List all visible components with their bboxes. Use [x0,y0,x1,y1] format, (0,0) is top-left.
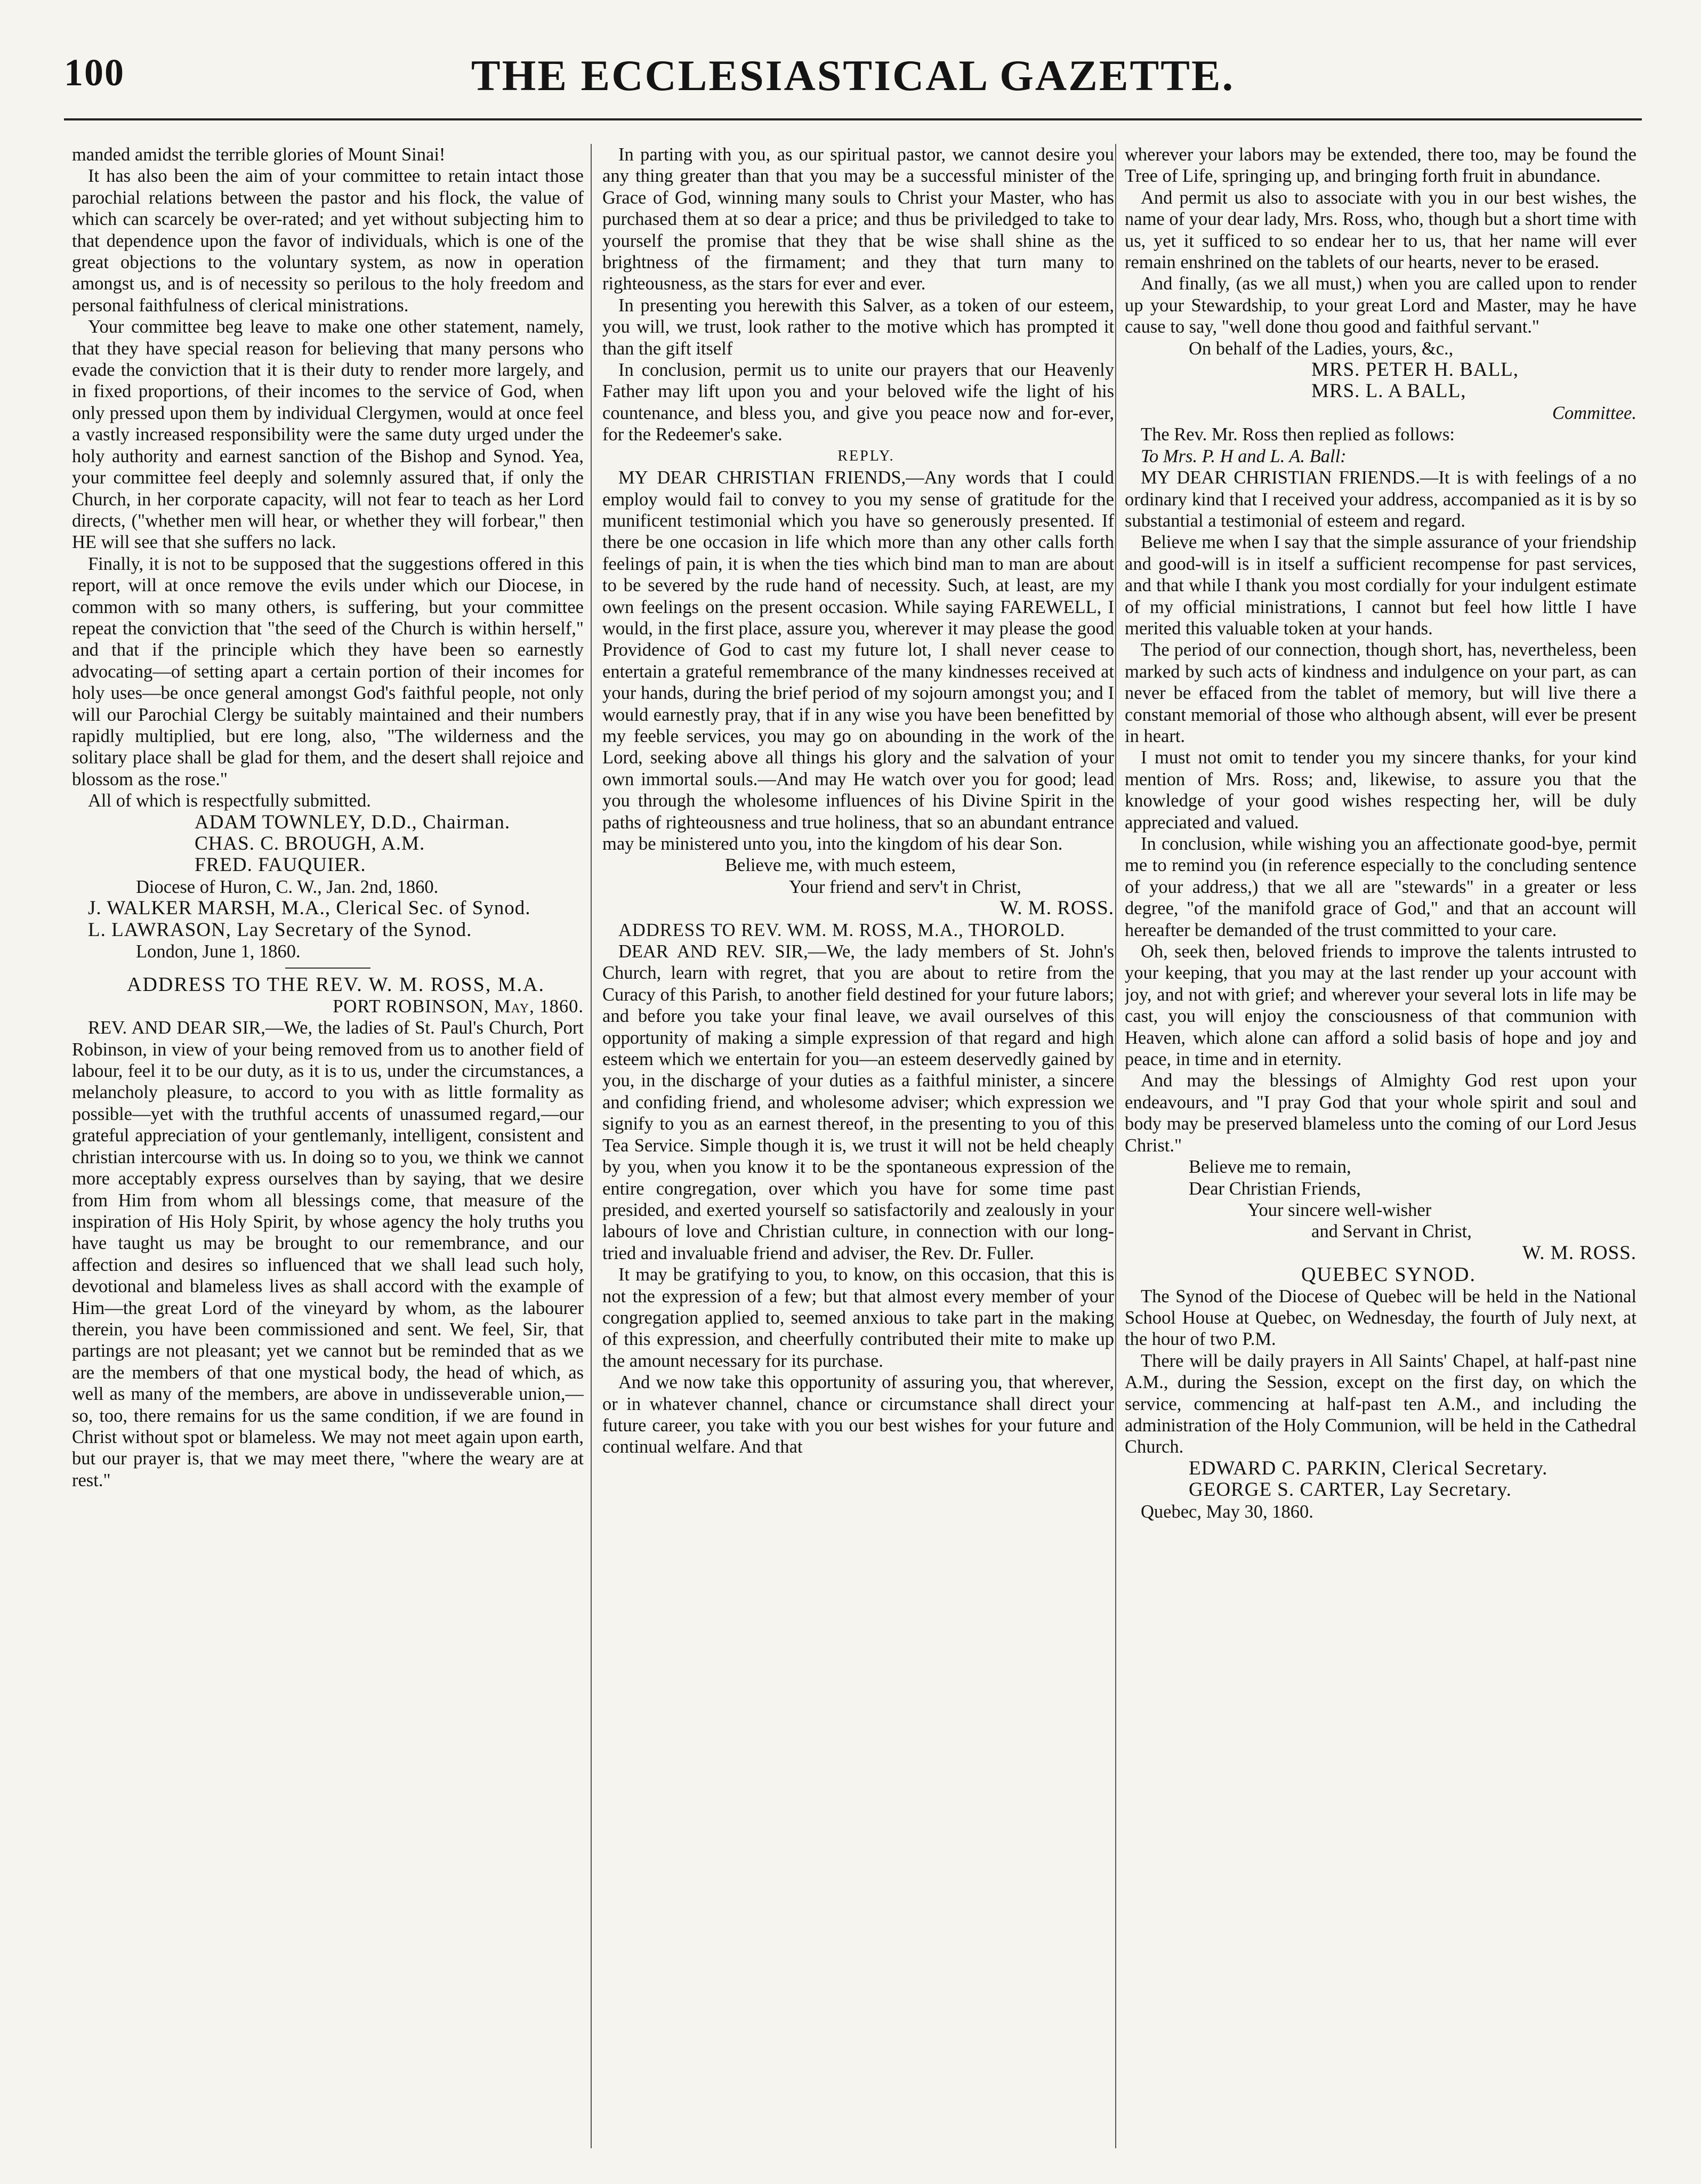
closing: and Servant in Christ, [1311,1221,1472,1242]
paragraph: It has also been the aim of your committee to retain intact those parochial relations between the pastor and his flock, the value of which can scarcely be over-rated; and yet without subjecting him to that dependence upon the favor of individuals, which is one of the great objections to the voluntary system, as now in operation amongst us, and is of necessity so perilous to the holy freedom and personal faithfulness of clerical ministrations. [72,166,584,316]
paragraph: Oh, seek then, beloved friends to improve the talents intrusted to your keeping, that you may at the last render up your account with joy, and not with grief; and wherever your several lots in life may be cast, you will enjoy the consciousness of that communion with Heaven, which alone can afford a solid basis of hope and joy and peace, in time and in eternity. [1125,941,1636,1070]
paragraph: REV. AND DEAR SIR,—We, the ladies of St. Paul's Church, Port Robinson, in view of your being removed from us to another field of labour, feel it to be our duty, as it is to us, under the circumstances, a melancholy pleasure, to accord to you with as little formality as possible—yet with the truthful accents of unassumed regard,—our grateful appreciation of your gentlemanly, intelligent, consistent and christian intercourse with us. In doing so to you, we think we cannot more acceptably express ourselves than by saying, that we desire from Him from whom all blessings come, that measure of the inspiration of His Holy Spirit, by whose agency the holy truths you have taught us may be brought to our remembrance, and our affection and desires so influenced that we shall lead such holy, devotional and blameless lives as shall accord with the example of Him—the great Lord of the vineyard by whom, as the labourer therein, you have been commissioned and sent. We feel, Sir, that partings are not pleasant; yet we cannot but be reminded that as we are the members of that one mystical body, the head of which, as well as many of the members, are above in undisseverable union,—so, too, there remains for us the same condition, if we are found in Christ without spot or blameless. We may not meet again upon earth, but our prayer is, that we may meet there, "where the weary are at rest." [72,1018,584,1490]
paragraph: And may the blessings of Almighty God rest upon your endeavours, and "I pray God that your whole spirit and soul and body may be preserved blameless unto the coming of our Lord Jesus Christ." [1125,1070,1636,1156]
paragraph: In conclusion, permit us to unite our prayers that our Heavenly Father may lift upon you and your beloved wife the light of his countenance, and bless you, and give you peace now and for-ever, for the Redeemer's sake. [602,360,1114,445]
clerical-secretary: J. WALKER MARSH, M.A., Clerical Sec. of Synod. [88,897,531,920]
paragraph: And finally, (as we all must,) when you are called upon to render up your Stewardship, to your great Lord and Master, may he have cause to say, "well done thou good and faithful servant." [1125,273,1636,337]
paragraph: All of which is respectfully submitted. [88,791,371,811]
article-heading: ADDRESS TO THE REV. W. M. ROSS, M.A. [127,973,545,996]
column-rule [1115,144,1116,2148]
section-divider [285,968,370,969]
signature: MRS. L. A BALL, [1311,380,1466,402]
closing: Believe me, with much esteem, [725,855,956,876]
paragraph: It may be gratifying to you, to know, on this occasion, that this is not the expression of a few; but that almost every member of your congregation applied to, seemed anxious to take part in the making of this expression, and cheerfully contributed their mite to make up the amount necessary for its purchase. [602,1264,1114,1371]
signature: MRS. PETER H. BALL, [1311,359,1519,381]
signature: CHAS. C. BROUGH, A.M. [195,833,425,855]
signature: W. M. ROSS. [999,897,1114,920]
dateline: PORT ROBINSON, May, 1860. [333,996,584,1017]
paragraph: Believe me when I say that the simple assurance of your friendship and good-will is in itself a sufficient recompense for past services, and that while I thank you most cordially for your indulgent estimate of my official ministrations, I cannot but feel how little I have merited this valuable token at your hands. [1125,532,1636,639]
signature: FRED. FAUQUIER. [195,854,366,876]
paragraph: wherever your labors may be extended, there too, may be found the Tree of Life, springing up, and bringing forth fruit in abundance. [1125,144,1636,187]
paragraph: Finally, it is not to be supposed that the suggestions offered in this report, will at once remove the evils under which our Diocese, in common with so many others, is suffering, but your committee repeat the conviction that "the seed of the Church is within herself," and that if the principle which they have been so earnestly advocating—of setting apart a certain portion of their incomes for holy uses—be once general amongst God's faithful people, not only will our Parochial Clergy be suitably maintained and their numbers rapidly multiplied, but ere long, also, "The wilderness and the solitary place shall be glad for them, and the desert shall rejoice and blossom as the rose." [72,553,584,789]
paragraph: Your committee beg leave to make one other statement, namely, that they have special reason for believing that many persons who evade the conviction that it is their duty to render more largely, and in fixed proportions, of their incomes to the service of God, when only pressed upon them by individual Clergymen, would at once feel a vastly increased responsibility were the same duty urged under the holy authority and earnest sanction of the Bishop and Synod. Yea, your committee feel deeply and solemnly assured that, if only the Church, in her corporate capacity, will not fear to teach as her Lord directs, ("whether men will hear, or whether they will forbear," then HE will see that she suffers no lack. [72,317,584,553]
committee-label: Committee. [1552,402,1636,423]
paragraph: I must not omit to tender you my sincere thanks, for your kind mention of Mrs. Ross; and, likewise, to assure you that the knowledge of your good wishes respecting her, will be duly appreciated and valued. [1125,747,1636,833]
paragraph: In parting with you, as our spiritual pastor, we cannot desire you any thing greater than that you may be a successful minister of the Grace of God, winning many souls to Christ your Master, who has purchased them at so dear a price; and thus be priviledged to take to yourself the promise that they that be wise shall shine as the brightness of the firmament; and they that turn many to righteousness, as the stars for ever and ever. [602,144,1114,294]
paragraph: And we now take this opportunity of assuring you, that wherever, or in whatever channel, chance or circumstance shall direct your future career, you take with you our best wishes for your future and continual welfare. And that [602,1372,1114,1457]
closing: Your sincere well-wisher [1247,1199,1432,1220]
column-2 [602,144,1114,2148]
paragraph: The Synod of the Diocese of Quebec will be held in the National School House at Quebec, on Wednesday, the fourth of July next, at the hour of two P.M. [1125,1286,1636,1350]
reply-recipient: To Mrs. P. H and L. A. Ball: [1141,446,1347,466]
paragraph: The Rev. Mr. Ross then replied as follows: [1141,424,1455,445]
paragraph: MY DEAR CHRISTIAN FRIENDS.—It is with feelings of a no ordinary kind that I received your address, accompanied as it is by so substantial a testimonial of esteem and regard. [1125,468,1636,531]
paragraph: In presenting you herewith this Salver, as a token of our esteem, you will, we trust, look rather to the motive which has prompted it than the gift itself [602,295,1114,359]
paragraph: MY DEAR CHRISTIAN FRIENDS,—Any words that I could employ would fail to convey to you my sense of gratitude for the munificent testimonial which you have so generously presented. If there be one occasion in life which more than any other calls forth feelings of pain, it is when the ties which bind man to man are about to be severed by the rude hand of necessity. Such, at least, are my own feelings on the present occasion. While saying FAREWELL, I would, in the first place, assure you, wherever it may please the good Providence of God to cast my future lot, I shall never cease to entertain a grateful remembrance of the many kindnesses received at your hands, during the brief period of my sojourn amongst you; and I would earnestly pray, that if in any wise you have been benefitted by my feeble services, you may go on abounding in the work of the Lord, seeking above all things his glory and the salvation of your own immortal souls.—And may He watch over you for good; lead you through the wholesome influences of his Divine Spirit in the paths of righteousness and true holiness, that so an abundant entrance may be ministered unto you, into the kingdom of his dear Son. [602,468,1114,854]
dateline: Quebec, May 30, 1860. [1141,1501,1313,1522]
closing: Believe me to remain, [1189,1157,1351,1178]
paragraph: DEAR AND REV. SIR,—We, the lady members of St. John's Church, learn with regret, that you are about to retire from the Curacy of this Parish, to another field destined for your future labors; and before you take your final leave, we avail ourselves of this opportunity of making a simple expression of that regard and high esteem which we entertain for you—an esteem deservedly gained by you, in the discharge of your duties as a faithful minister, a sincere and confiding friend, and wholesome adviser; which expression we signify to you as an earnest thereof, in the presenting to you of this Tea Service. Simple though it is, we trust it will not be held cheaply by you, when you know it to be the spontaneous expression of the entire congregation, over which you have for some time past presided, and exerted yourself so satisfactorily and zealously in your labours of love and Christian culture, in connection with our long-tried and invaluable friend and adviser, the Rev. Dr. Fuller. [602,941,1114,1263]
signature: W. M. ROSS. [1522,1242,1636,1264]
paragraph: There will be daily prayers in All Saints' Chapel, at half-past nine A.M., during the Session, except on the first day, on which the service, commencing at half-past ten A.M., and including the administration of the Holy Communion, will be held in the Cathedral Church. [1125,1350,1636,1457]
column-3 [1125,144,1636,2148]
page-header [64,51,1642,115]
paragraph: In conclusion, while wishing you an affectionate good-bye, permit me to remind you (in reference especially to the concluding sentence of your address,) that we all are "stewards" in a greater or less degree, "of the manifold grace of God," and that an account will hereafter be demanded of the trust committed to your care. [1125,834,1636,940]
clerical-secretary: EDWARD C. PARKIN, Clerical Secretary. [1189,1457,1548,1479]
gazette-title: THE ECCLESIASTICAL GAZETTE. [471,51,1235,100]
article-heading: QUEBEC SYNOD. [1301,1263,1476,1286]
lay-secretary: L. LAWRASON, Lay Secretary of the Synod. [88,918,472,941]
page-number: 100 [64,51,125,94]
article-heading: ADDRESS TO REV. WM. M. ROSS, M.A., THOROLD. [618,920,1066,940]
closing: Your friend and serv't in Christ, [789,876,1021,897]
paragraph: manded amidst the terrible glories of Mount Sinai! [72,144,446,165]
column-rule [591,144,592,2148]
column-1 [72,144,584,2148]
paragraph: The period of our connection, though short, has, nevertheless, been marked by such acts of kindness and indulgence on your part, as can never be effaced from the tablet of memory, but will live there a constant memorial of those who although absent, will ever be present in heart. [1125,640,1636,746]
closing: Dear Christian Friends, [1189,1178,1361,1199]
dateline: Diocese of Huron, C. W., Jan. 2nd, 1860. [136,876,439,897]
closing: On behalf of the Ladies, yours, &c., [1189,338,1454,359]
paragraph: And permit us also to associate with you in our best wishes, the name of your dear lady, Mrs. Ross, who, though but a short time with us, yet it sufficed to so endear her to us, that her name will ever remain enshrined on the tablets of our hearts, never to be erased. [1125,187,1636,273]
dateline: London, June 1, 1860. [136,941,301,962]
signature-chairman: ADAM TOWNLEY, D.D., Chairman. [195,811,511,833]
reply-label: REPLY. [837,447,895,464]
lay-secretary: GEORGE S. CARTER, Lay Secretary. [1189,1479,1512,1501]
header-rule [64,118,1642,120]
